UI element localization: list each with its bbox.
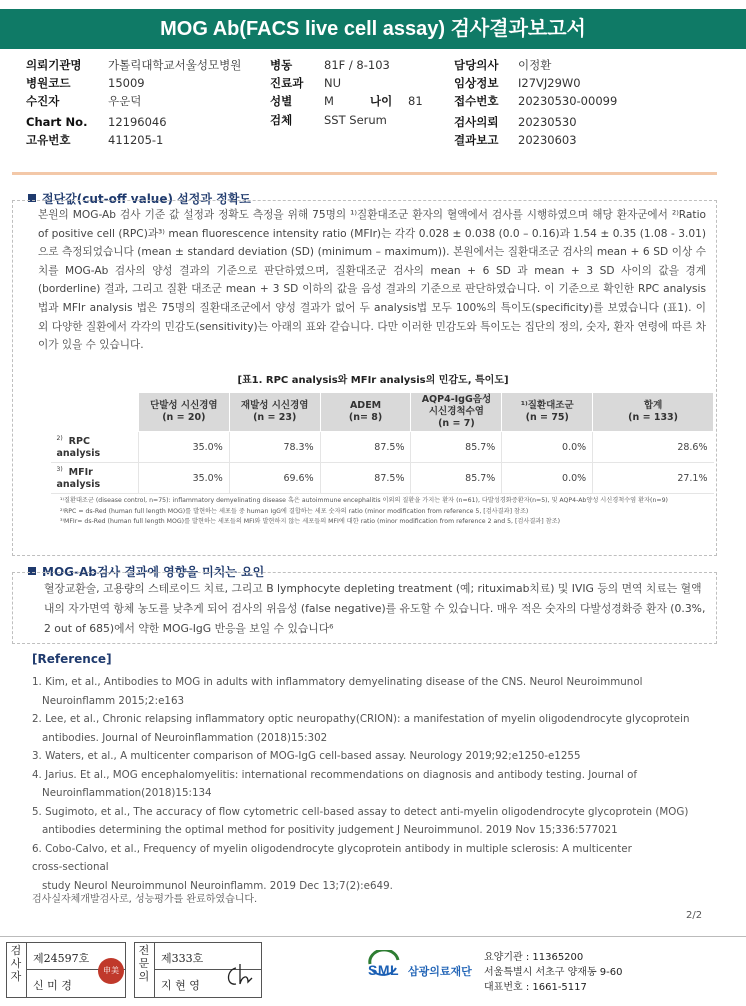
sig1-number: 제24597호 bbox=[33, 952, 90, 965]
info-label: 고유번호 bbox=[26, 133, 71, 147]
sig2-name: 지 현 영 bbox=[161, 979, 200, 992]
table-cell: 78.3% bbox=[229, 432, 320, 463]
info-value: 411205-1 bbox=[108, 133, 164, 147]
info-label: 검체 bbox=[270, 113, 293, 127]
table-cell: 0.0% bbox=[502, 463, 593, 494]
report-title: MOG Ab(FACS live cell assay) 검사결과보고서 bbox=[0, 9, 746, 49]
info-label: 접수번호 bbox=[454, 94, 499, 108]
org-address: 서울특별시 서초구 양재동 9-60 bbox=[484, 967, 623, 978]
table-cell: 85.7% bbox=[411, 432, 502, 463]
info-value: SST Serum bbox=[324, 113, 387, 127]
reference-item: 3. Waters, et al., A multicenter comparison of MOG-IgG cell-based assay. Neurology 2019;92;e1250-e1255 bbox=[32, 750, 581, 762]
info-value: M bbox=[324, 94, 334, 108]
row-label: $^{3)}$ MFIr analysis bbox=[51, 463, 139, 494]
table-cell: 35.0% bbox=[138, 432, 229, 463]
section2-title-text: MOG-Ab검사 결과에 영향을 미치는 요인 bbox=[42, 565, 265, 579]
info-value: 20230530 bbox=[518, 115, 577, 129]
info-label: 병동 bbox=[270, 58, 293, 72]
info-label: 수진자 bbox=[26, 94, 60, 108]
section-divider bbox=[12, 172, 717, 175]
info-label: 진료과 bbox=[270, 76, 304, 90]
stamp-text: 申美 bbox=[103, 966, 119, 975]
table-cell: 35.0% bbox=[138, 463, 229, 494]
sig1-label: 검사자 bbox=[10, 944, 22, 983]
table-cell: 27.1% bbox=[593, 463, 714, 494]
info-value: 81F / 8-103 bbox=[324, 58, 390, 72]
reference-item: 6. Cobo-Calvo, et al., Frequency of myelin oligodendrocyte glycoprotein antibody in multiple sclerosis: A multicenter cross-sectional study Neurol Neuroimmunol Neuroinflamm. 2019 Dec 13;7(2):e649. bbox=[32, 842, 632, 892]
info-label: 임상정보 bbox=[454, 76, 499, 90]
sig-divider bbox=[154, 942, 155, 998]
table-header: 단발성 시신경염 (n = 20) bbox=[138, 393, 229, 432]
closing-note: 검사실자체개발검사로, 성능평가를 완료하였습니다. bbox=[32, 894, 258, 905]
table-cell: 85.7% bbox=[411, 463, 502, 494]
info-value: I27VJ29W0 bbox=[518, 76, 581, 90]
table-header: 합계 (n = 133) bbox=[593, 393, 714, 432]
results-table bbox=[50, 392, 714, 494]
page-number: 2/2 bbox=[686, 910, 703, 921]
age-label: 나이 bbox=[370, 94, 393, 108]
org-phone: 대표번호 : 1661-5117 bbox=[484, 982, 587, 993]
table-header: AQP4-IgG음성 시신경척수염 (n = 7) bbox=[411, 393, 502, 432]
sig2-label: 전문의 bbox=[138, 944, 150, 983]
info-label: 검사의뢰 bbox=[454, 115, 499, 129]
info-label: 담당의사 bbox=[454, 58, 499, 72]
section1-paragraph: 본원의 MOG-Ab 검사 기준 값 설정과 정확도 측정을 위해 75명의 ¹⁾질환대조군 환자의 혈액에서 검사를 시행하였으며 해당 환자군에서 ²⁾Ratio of positive cell (RPC)과³⁾ mean fluorescence intensity ratio (MFIr)는 각각 0.028 ± 0.038 (0.0 – 0.16)과 1.54 ± 0.35 (1.08 - 3.01)으로 측정되었습니다 (mean ± standard deviation (SD) (minimum – maximum)). 본원에서는 질환대조군 검사의 mean + 6 SD 이상 수치를 MOG-Ab 검사의 양성 결과의 기준으로 판단하였으며, 질환대조군 검사의 mean + 6 SD 과 mean + 3 SD 사이의 값을 경계 (borderline) 결과, 그리고 질환 대조군 mean + 3 SD 이하의 값을 음성 결과의 기준으로 판단하였습니다. 이 기준으로 확인한 RPC analysis 법과 MFIr analysis 법은 75명의 질환대조군에서 양성 결과가 없어 두 analysis법 모두 100%의 특이도(specificity)를 보였습니다 (표1). 이 외 다양한 질환에서 각각의 민감도(sensitivity)는 아래의 표와 같습니다. 다만 이러한 민감도와 특이도는 집단의 정의, 숫자, 환자 연령에 따른 차이가 있을 수 있습니다. bbox=[38, 209, 706, 352]
org-info bbox=[484, 950, 623, 995]
sig2-number: 제333호 bbox=[161, 952, 204, 965]
org-code: 요양기관 : 11365200 bbox=[484, 952, 584, 963]
table-caption: [표1. RPC analysis와 MFIr analysis의 민감도, 특이도] bbox=[237, 375, 509, 386]
age-value: 81 bbox=[408, 94, 423, 108]
table-cell: 28.6% bbox=[593, 432, 714, 463]
info-value: 20230530-00099 bbox=[518, 94, 618, 108]
reference-item: 4. Jarius. Et al., MOG encephalomyelitis: international recommendations on diagnosis and antibody testing. Journal of Neuroinflammation(2018)15:134 bbox=[32, 768, 638, 799]
row-label: $^{2)}$ RPC analysis bbox=[51, 432, 139, 463]
info-value: NU bbox=[324, 76, 342, 90]
info-value: 15009 bbox=[108, 76, 145, 90]
info-label: 성별 bbox=[270, 94, 293, 108]
info-value: 우운덕 bbox=[108, 94, 142, 108]
info-value: 이정환 bbox=[518, 58, 552, 72]
info-label: 의뢰기관명 bbox=[26, 58, 82, 72]
info-label: Chart No. bbox=[26, 115, 88, 129]
table-footnotes bbox=[60, 496, 710, 528]
handwritten-signature bbox=[222, 960, 258, 990]
table-cell: 69.6% bbox=[229, 463, 320, 494]
table-header: 재발성 시신경염 (n = 23) bbox=[229, 393, 320, 432]
section2-paragraph: 혈장교환술, 고용량의 스테로이드 치료, 그리고 B lymphocyte depleting treatment (예; rituximab치료) 및 IVIG 등의 면역 치료는 혈액 내의 자가면역 항체 농도를 낮추게 되어 검사의 위음성 (false negative)를 유도할 수 있습니다. 매우 적은 숫자의 다발성경화증 환자 (0.3%, 2 out of 685)에서 약한 MOG-IgG 반응을 보일 수 있습니다⁶ bbox=[44, 582, 706, 635]
table-header: ¹⁾질환대조군 (n = 75) bbox=[502, 393, 593, 432]
table-cell: 87.5% bbox=[320, 432, 411, 463]
table-cell: 87.5% bbox=[320, 463, 411, 494]
table-row bbox=[51, 463, 714, 494]
org-name: 삼광의료재단 bbox=[408, 965, 472, 978]
footnote: ¹⁾질환대조군 (disease control, n=75): inflammatory demyelinating disease 혹은 autoimmune encephalitis 이외의 질환을 가지는 환자 (n=61), 다발성경화증환자(n=5), 및 AQP4-Ab양성 시신경척수염 환자(n=9) bbox=[60, 497, 668, 504]
sig1-name: 신 미 경 bbox=[33, 979, 72, 992]
table-corner bbox=[51, 393, 139, 432]
footnote: ²⁾RPC = ds-Red (human full length MOG)를 발현하는 세포들 중 human IgG에 결합하는 세포 숫자의 ratio (minor modification from reference 5, [검사결과] 참조) bbox=[60, 507, 529, 515]
reference-title: [Reference] bbox=[32, 652, 112, 666]
info-label: 병원코드 bbox=[26, 76, 71, 90]
sig-divider bbox=[26, 942, 27, 998]
info-label: 결과보고 bbox=[454, 133, 499, 147]
section1-title-text: 절단값(cut-off value) 설정과 정확도 bbox=[42, 192, 251, 206]
table-row bbox=[51, 432, 714, 463]
info-value: 12196046 bbox=[108, 115, 167, 129]
seal-stamp bbox=[98, 958, 124, 984]
reference-item: 1. Kim, et al., Antibodies to MOG in adults with inflammatory demyelinating disease of the CNS. Neurol Neuroimmunol Neuroinflamm 2015;2:e163 bbox=[32, 676, 643, 707]
footnote: ³⁾MFIr= ds-Red (human full length MOG)를 발현하는 세포들의 MFI와 발현하지 않는 세포들의 MFI에 대한 ratio (minor modification from reference 2 and 5, [검사결과] 참조) bbox=[60, 518, 561, 525]
reference-item: 5. Sugimoto, et al., The accuracy of flow cytometric cell-based assay to detect anti-myelin oligodendrocyte glycoprotein (MOG) antibodies determining the optimal method for positivity judgement J Neuroimmunol. 2019 Nov 15;336:577021 bbox=[32, 805, 689, 836]
table-cell: 0.0% bbox=[502, 432, 593, 463]
info-value: 가톨릭대학교서울성모병원 bbox=[108, 58, 242, 72]
table-header: ADEM (n= 8) bbox=[320, 393, 411, 432]
info-value: 20230603 bbox=[518, 133, 577, 147]
reference-item: 2. Lee, et al., Chronic relapsing inflammatory optic neuropathy(CRION): a manifestation of myelin oligodendrocyte glycoprotein antibodies. Journal of Neuroinflammation (2018)15:302 bbox=[32, 713, 690, 744]
logo-text: SML bbox=[368, 962, 400, 978]
reference-list bbox=[32, 673, 712, 895]
table-header-row bbox=[51, 393, 714, 432]
